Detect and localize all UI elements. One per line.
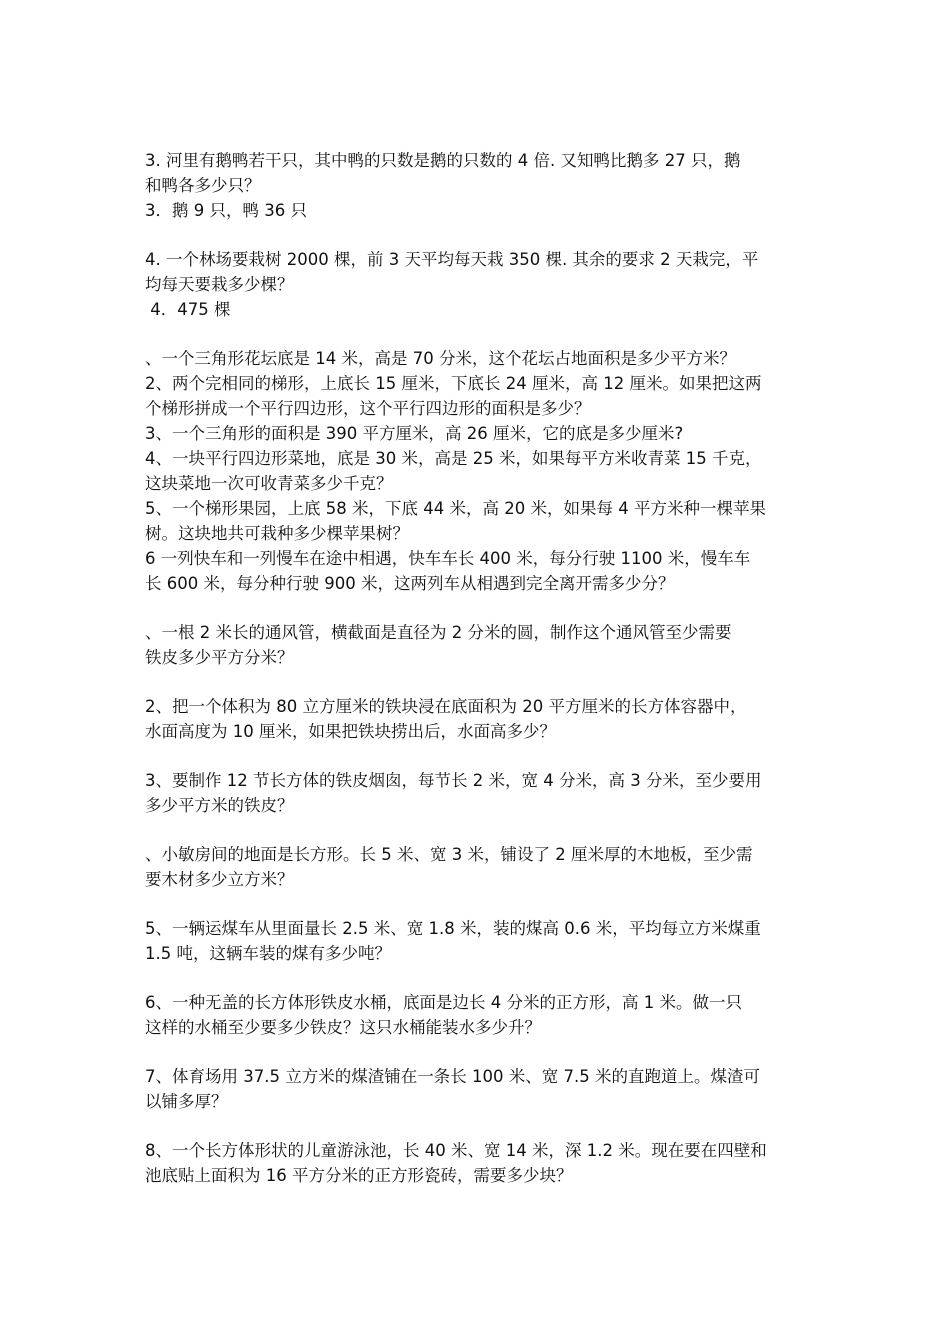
- text-line: 要木材多少立方米？: [145, 870, 294, 889]
- text-line: 7、体育场用 37.5 立方米的煤渣铺在一条长 100 米、宽 7.5 米的直跑道上。煤渣可: [145, 1067, 760, 1086]
- text-line: 2、把一个体积为 80 立方厘米的铁块浸在底面积为 20 平方厘米的长方体容器中，: [145, 697, 747, 716]
- blank-line: [145, 818, 815, 842]
- text-line: 、一根 2 米长的通风管，横截面是直径为 2 分米的圆，制作这个通风管至少需要: [145, 623, 732, 642]
- text-line: 6、一种无盖的长方体形铁皮水桶，底面是边长 4 分米的正方形，高 1 米。做一只: [145, 993, 742, 1012]
- text-line: 3、要制作 12 节长方体的铁皮烟囱，每节长 2 米，宽 4 分米，高 3 分米，至少要用: [145, 771, 762, 790]
- text-line: 4、一块平行四边形菜地，底是 30 米，高是 25 米，如果每平方米收青菜 15 千克，: [145, 449, 762, 468]
- text-line: 个梯形拼成一个平行四边形，这个平行四边形的面积是多少？: [145, 399, 591, 418]
- text-line: 、一个三角形花坛底是 14 米，高是 70 分米，这个花坛占地面积是多少平方米？: [145, 349, 736, 368]
- document-page: [145, 148, 815, 1188]
- text-line: 3. 河里有鹅鸭若干只，其中鸭的只数是鹅的只数的 4 倍. 又知鸭比鹅多 27 只，鹅: [145, 151, 741, 170]
- text-line: 3．鹅 9 只，鸭 36 只: [145, 201, 307, 220]
- text-line: 多少平方米的铁皮？: [145, 796, 294, 815]
- text-line: 4. 一个林场要栽树 2000 棵，前 3 天平均每天栽 350 棵. 其余的要求 2 天栽完，平: [145, 250, 759, 269]
- blank-line: [145, 1040, 815, 1064]
- blank-line: [145, 892, 815, 916]
- text-line: 这块菜地一次可收青菜多少千克？: [145, 474, 393, 493]
- text-line: 池底贴上面积为 16 平方分米的正方形瓷砖，需要多少块？: [145, 1166, 573, 1185]
- text-line: 树。这块地共可栽种多少棵苹果树？: [145, 524, 409, 543]
- text-line: 2、两个完相同的梯形，上底长 15 厘米，下底长 24 厘米，高 12 厘米。如果把这两: [145, 374, 762, 393]
- text-line: 3、一个三角形的面积是 390 平方厘米，高 26 厘米，它的底是多少厘米?: [145, 424, 684, 443]
- text-line: 铁皮多少平方分米？: [145, 648, 294, 667]
- text-line: 和鸭各多少只？: [145, 176, 261, 195]
- blank-line: [145, 1114, 815, 1138]
- blank-line: [145, 744, 815, 768]
- text-line: 4．475 棵: [145, 300, 231, 319]
- text-line: 8、一个长方体形状的儿童游泳池，长 40 米、宽 14 米，深 1.2 米。现在要在四壁和: [145, 1141, 767, 1160]
- text-line: 水面高度为 10 厘米，如果把铁块捞出后，水面高多少？: [145, 722, 556, 741]
- blank-line: [145, 966, 815, 990]
- blank-line: [145, 596, 815, 620]
- text-line: 1.5 吨，这辆车装的煤有多少吨？: [145, 944, 391, 963]
- text-line: 均每天要栽多少棵？: [145, 275, 294, 294]
- text-line: 、小敏房间的地面是长方形。长 5 米、宽 3 米，铺设了 2 厘米厚的木地板，至少需: [145, 845, 753, 864]
- text-line: 以铺多厚？: [145, 1092, 228, 1111]
- text-line: 6 一列快车和一列慢车在途中相遇，快车车长 400 米，每分行驶 1100 米，慢车车: [145, 549, 751, 568]
- text-line: 5、一个梯形果园，上底 58 米，下底 44 米，高 20 米，如果每 4 平方米种一棵苹果: [145, 499, 766, 518]
- blank-line: [145, 223, 815, 247]
- text-line: 5、一辆运煤车从里面量长 2.5 米、宽 1.8 米，装的煤高 0.6 米，平均每立方米煤重: [145, 919, 761, 938]
- text-line: 这样的水桶至少要多少铁皮？这只水桶能装水多少升？: [145, 1018, 541, 1037]
- blank-line: [145, 670, 815, 694]
- text-line: 长 600 米，每分种行驶 900 米，这两列车从相遇到完全离开需多少分？: [145, 574, 675, 593]
- blank-line: [145, 322, 815, 346]
